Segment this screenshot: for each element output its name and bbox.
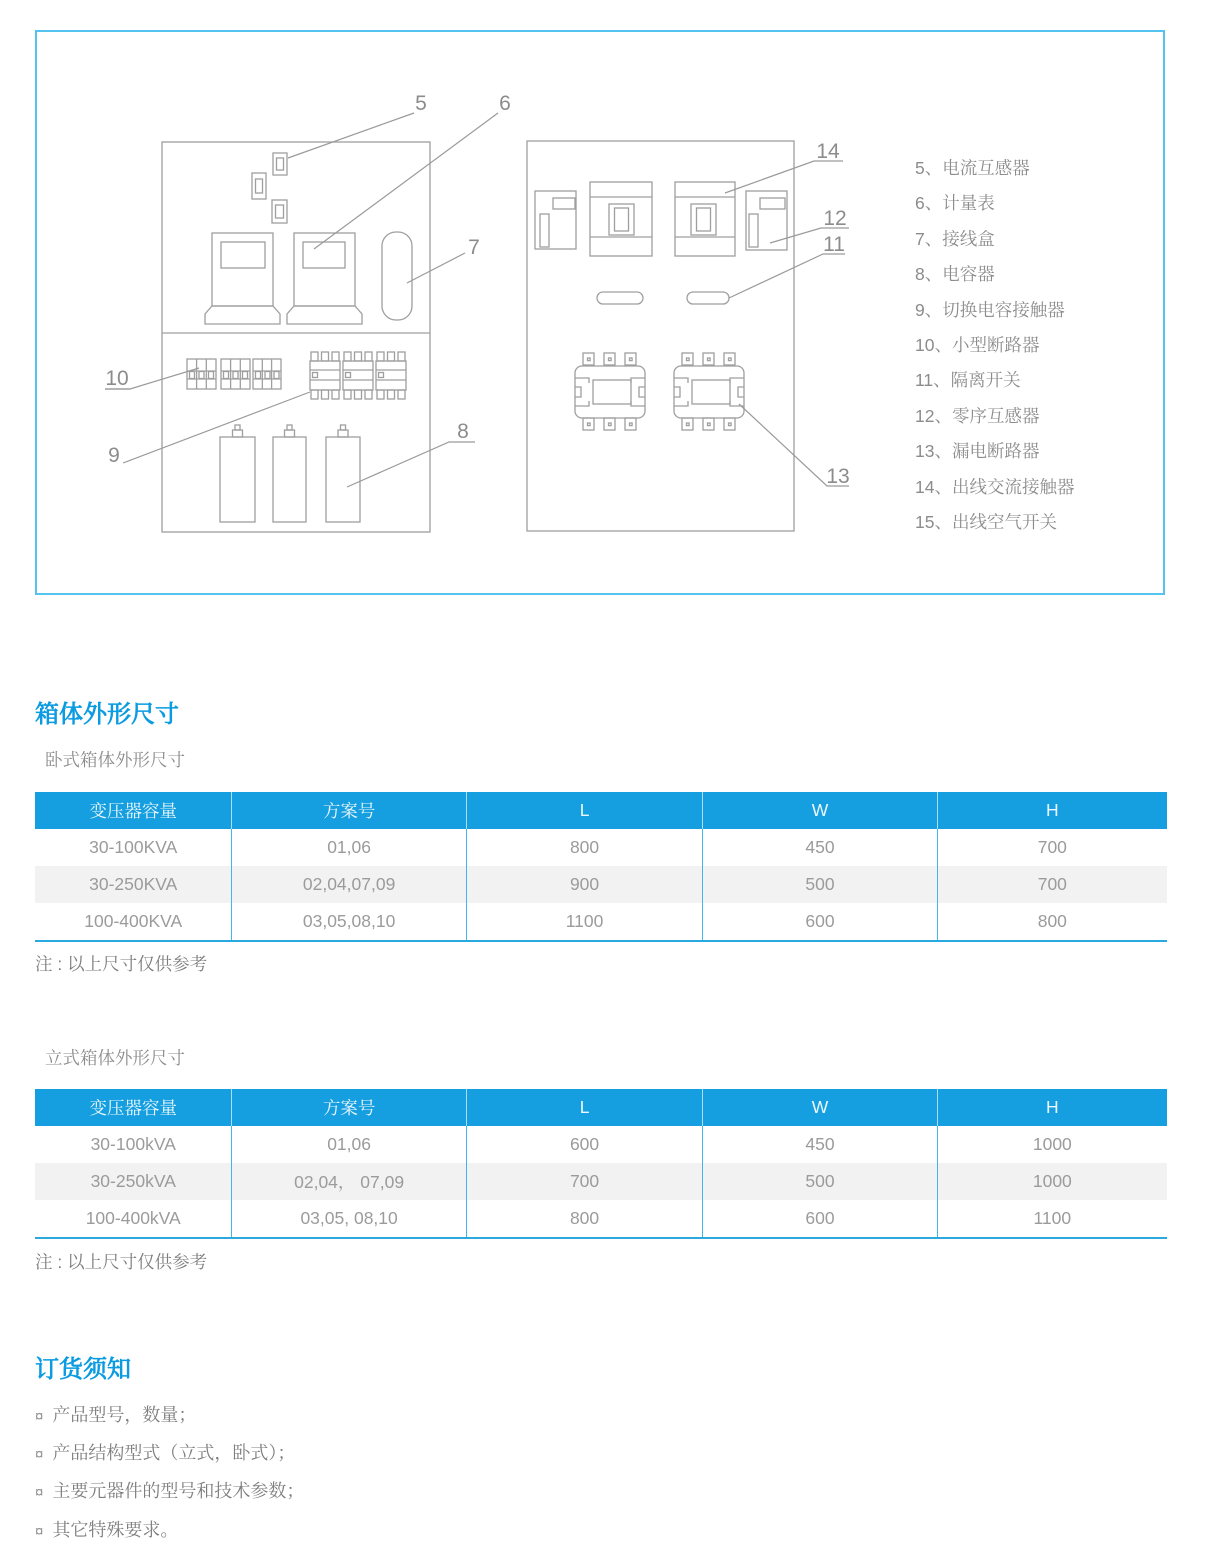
cell: 02,04,07,09 — [232, 866, 466, 903]
ordering-section-title: 订货须知 — [35, 1356, 131, 1383]
callout-8: 8 — [457, 420, 469, 443]
callout-11: 11 — [823, 233, 845, 256]
list-item — [35, 1396, 304, 1434]
callout-9: 9 — [108, 444, 120, 467]
capacitors — [220, 425, 360, 522]
component-legend — [915, 151, 1155, 540]
cell: 02,04， 07,09 — [232, 1163, 466, 1200]
table-row — [35, 829, 1167, 866]
cell: 600 — [466, 1126, 703, 1163]
cell: 30-250KVA — [35, 866, 232, 903]
cell: 450 — [703, 829, 937, 866]
col-header-w: W — [703, 792, 937, 829]
cell: 700 — [1037, 837, 1067, 857]
cell: 700 — [937, 866, 1167, 903]
table-row — [35, 1126, 1167, 1163]
callout-10: 10 — [105, 367, 129, 390]
list-item-text: 产品结构型式（立式，卧式）； — [52, 1443, 296, 1464]
callout-lines — [105, 113, 849, 487]
cell: 03,05, 08,10 — [232, 1200, 466, 1238]
capacitor-contactors — [310, 352, 406, 399]
callout-13: 13 — [826, 465, 850, 488]
legend-item: 8、电容器 — [915, 264, 995, 285]
cell: 01,06 — [232, 829, 466, 866]
col-header-scheme: 方案号 — [232, 1089, 466, 1126]
legend-item: 9、切换电容接触器 — [915, 299, 1065, 320]
col-header-w: W — [703, 1089, 937, 1126]
cell: 450 — [703, 1126, 937, 1163]
list-item-text: 产品型号，数量； — [52, 1405, 197, 1425]
table-row — [35, 1200, 1167, 1238]
bullet-icon: ¤ — [35, 1408, 44, 1425]
legend-item: 14、出线交流接触器 — [915, 476, 1075, 497]
list-item — [35, 1511, 304, 1549]
cell: 500 — [703, 866, 937, 903]
callout-12: 12 — [823, 207, 847, 230]
list-item-text: 其它特殊要求。 — [52, 1519, 179, 1540]
cell: 1100 — [937, 1200, 1167, 1238]
legend-item: 13、漏电断路器 — [915, 441, 1040, 462]
col-header-h: H — [937, 1089, 1167, 1126]
legend-item: 7、接线盒 — [915, 228, 995, 249]
legend-item: 6、计量表 — [915, 193, 995, 214]
callout-14: 14 — [816, 140, 840, 163]
table-header-row — [35, 792, 1167, 829]
cell: 30-250kVA — [35, 1163, 232, 1200]
list-item-text: 主要元器件的型号和技术参数； — [52, 1481, 305, 1502]
cell: 800 — [466, 1200, 703, 1238]
callout-7: 7 — [468, 236, 480, 259]
ordering-list — [35, 1396, 304, 1549]
callout-5: 5 — [415, 92, 427, 115]
cell: 30-100kVA — [35, 1126, 232, 1163]
cell: 1000 — [1032, 1134, 1072, 1154]
dimensions-section-title: 箱体外形尺寸 — [35, 701, 179, 728]
cell: 600 — [703, 1200, 937, 1238]
legend-item: 15、出线空气开关 — [915, 511, 1057, 532]
cell: 1000 — [937, 1163, 1167, 1200]
legend-item: 10、小型断路器 — [915, 334, 1040, 355]
bullet-icon: ¤ — [35, 1446, 44, 1464]
col-header-l: L — [466, 792, 703, 829]
legend-item: 12、零序互感器 — [915, 405, 1040, 426]
cell: 700 — [466, 1163, 703, 1200]
cell: 100-400kVA — [35, 1200, 232, 1238]
cell: 30-100KVA — [35, 829, 232, 866]
legend-item: 5、电流互感器 — [915, 158, 1030, 178]
cell: 800 — [466, 829, 703, 866]
right-cabinet — [527, 141, 794, 531]
list-item — [35, 1434, 304, 1472]
bullet-icon: ¤ — [35, 1522, 44, 1540]
list-item — [35, 1472, 304, 1510]
bullet-icon: ¤ — [35, 1484, 44, 1502]
legend-item: 11、隔离开关 — [915, 370, 1021, 391]
diagram-panel — [35, 30, 1165, 595]
mcb-groups — [187, 359, 281, 389]
cell: 03,05,08,10 — [232, 903, 466, 941]
cell: 1100 — [466, 903, 703, 941]
table-row — [35, 903, 1167, 941]
col-header-l: L — [466, 1089, 703, 1126]
table-row — [35, 1163, 1167, 1200]
left-cabinet — [162, 142, 430, 532]
table-row — [35, 866, 1167, 903]
cell: 600 — [703, 903, 937, 941]
cell: 800 — [937, 903, 1167, 941]
table-note: 注 : 以上尺寸仅供参考 — [35, 954, 208, 974]
callout-6: 6 — [499, 92, 511, 115]
cell: 900 — [466, 866, 703, 903]
leakage-breakers — [575, 353, 744, 430]
horizontal-table-subtitle: 卧式箱体外形尺寸 — [45, 750, 185, 770]
vertical-table-subtitle: 立式箱体外形尺寸 — [45, 1048, 185, 1068]
col-header-capacity: 变压器容量 — [35, 1089, 232, 1126]
cell: 100-400KVA — [35, 903, 232, 941]
horizontal-dimensions-table — [35, 792, 1167, 942]
cell: 500 — [703, 1163, 937, 1200]
col-header-h: H — [937, 792, 1167, 829]
col-header-capacity: 变压器容量 — [35, 792, 232, 829]
callout-numbers — [105, 92, 849, 488]
table-header-row — [35, 1089, 1167, 1126]
cell: 01,06 — [232, 1126, 466, 1163]
table-note: 注 : 以上尺寸仅供参考 — [35, 1252, 208, 1272]
vertical-dimensions-table — [35, 1089, 1167, 1239]
col-header-scheme: 方案号 — [232, 792, 466, 829]
